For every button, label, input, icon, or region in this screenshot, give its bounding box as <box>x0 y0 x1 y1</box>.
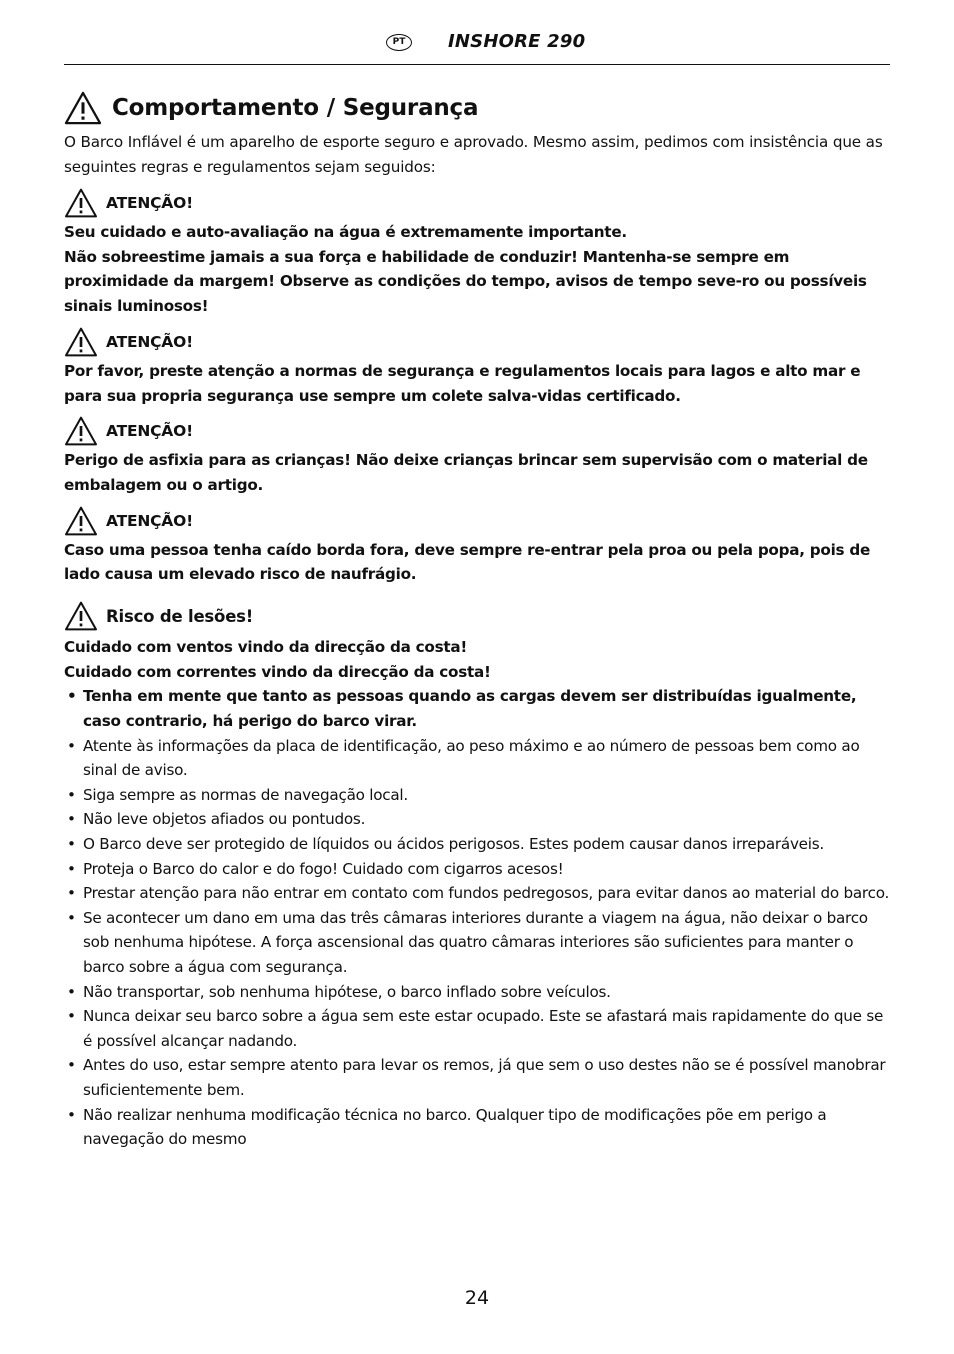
list-item: • Se acontecer um dano em uma das três câmaras interiores durante a viagem na água, não deixar o barco sob nenhuma hipótese. A força ascensional das quatro câmaras interiores são suficientes para manter o barco sobre a água com segurança. <box>64 906 890 980</box>
list-item: • Proteja o Barco do calor e do fogo! Cuidado com cigarros acesos! <box>64 857 890 882</box>
warning-text: Não sobreestime jamais a sua força e habilidade de conduzir! Mantenha-se sempre em proximidade da margem! Observe as condições do tempo, avisos de tempo seve-ro ou possíveis sinais luminosos! <box>64 247 867 316</box>
warning-label: ATENÇÃO! <box>106 194 193 212</box>
warning-triangle-icon <box>64 91 102 125</box>
warning-heading <box>64 504 890 538</box>
page-header <box>64 30 890 58</box>
warning-block <box>64 186 890 319</box>
warning-text: Seu cuidado e auto-avaliação na água é extremamente importante. <box>64 223 627 241</box>
risk-label: Risco de lesões! <box>106 606 254 626</box>
warning-label: ATENÇÃO! <box>106 422 193 441</box>
header-divider <box>64 64 890 65</box>
risk-text: Cuidado com correntes vindo da direcção da costa! <box>64 662 491 681</box>
warning-triangle-icon <box>64 327 98 357</box>
warning-label: ATENÇÃO! <box>106 332 193 351</box>
intro-paragraph: O Barco Inflável é um aparelho de esporte seguro e aprovado. Mesmo assim, pedimos com insistência que as seguintes regras e regulamentos sejam seguidos: <box>64 133 883 176</box>
language-badge: PT <box>386 34 412 51</box>
warning-block <box>64 504 890 587</box>
page-content <box>64 88 890 1152</box>
list-item: • Nunca deixar seu barco sobre a água sem este estar ocupado. Este se afastará mais rapidamente do que se é possível alcançar nadando. <box>64 1004 890 1053</box>
list-item: • Antes do uso, estar sempre atento para levar os remos, já que sem o uso destes não se é possível manobrar suficientemente bem. <box>64 1053 890 1102</box>
page-number: 24 <box>464 1287 490 1309</box>
section-title: Comportamento / Segurança <box>112 95 479 121</box>
warning-triangle-icon <box>64 601 98 631</box>
list-item: • Atente às informações da placa de identificação, ao peso máximo e ao número de pessoas bem como ao sinal de aviso. <box>64 734 890 783</box>
risk-heading <box>64 597 890 635</box>
warning-block <box>64 325 890 408</box>
list-item: • Não transportar, sob nenhuma hipótese, o barco inflado sobre veículos. <box>64 980 890 1005</box>
warning-label: ATENÇÃO! <box>106 511 193 530</box>
warning-block <box>64 414 890 497</box>
list-item: • Tenha em mente que tanto as pessoas quando as cargas devem ser distribuídas igualmente, caso contrario, há perigo do barco virar. <box>64 684 890 733</box>
list-item: • Siga sempre as normas de navegação local. <box>64 783 890 808</box>
list-item: • Não leve objetos afiados ou pontudos. <box>64 807 890 832</box>
model-name: INSHORE 290 <box>448 31 586 52</box>
risk-text: Cuidado com ventos vindo da direcção da costa! <box>64 638 468 657</box>
warning-heading <box>64 325 890 359</box>
warning-triangle-icon <box>64 188 98 218</box>
warning-text: Perigo de asfixia para as crianças! Não deixe crianças brincar sem supervisão com o material de embalagem ou o artigo. <box>64 451 868 494</box>
warning-text: Por favor, preste atenção a normas de segurança e regulamentos locais para lagos e alto mar e para sua propria segurança use sempre um colete salva-vidas certificado. <box>64 361 861 405</box>
warning-heading <box>64 414 890 448</box>
list-item: • O Barco deve ser protegido de líquidos ou ácidos perigosos. Estes podem causar danos irreparáveis. <box>64 832 890 857</box>
warning-triangle-icon <box>64 416 98 446</box>
warning-heading <box>64 186 890 220</box>
section-title-row <box>64 88 890 128</box>
warning-text: Caso uma pessoa tenha caído borda fora, deve sempre re-entrar pela proa ou pela popa, pois de lado causa um elevado risco de naufrágio. <box>64 540 871 584</box>
list-item: • Não realizar nenhuma modificação técnica no barco. Qualquer tipo de modificações põe em perigo a navegação do mesmo <box>64 1103 890 1152</box>
list-item: • Prestar atenção para não entrar em contato com fundos pedregosos, para evitar danos ao material do barco. <box>64 881 890 906</box>
warning-triangle-icon <box>64 506 98 536</box>
risk-block <box>64 597 890 1152</box>
safety-list <box>64 684 890 1151</box>
